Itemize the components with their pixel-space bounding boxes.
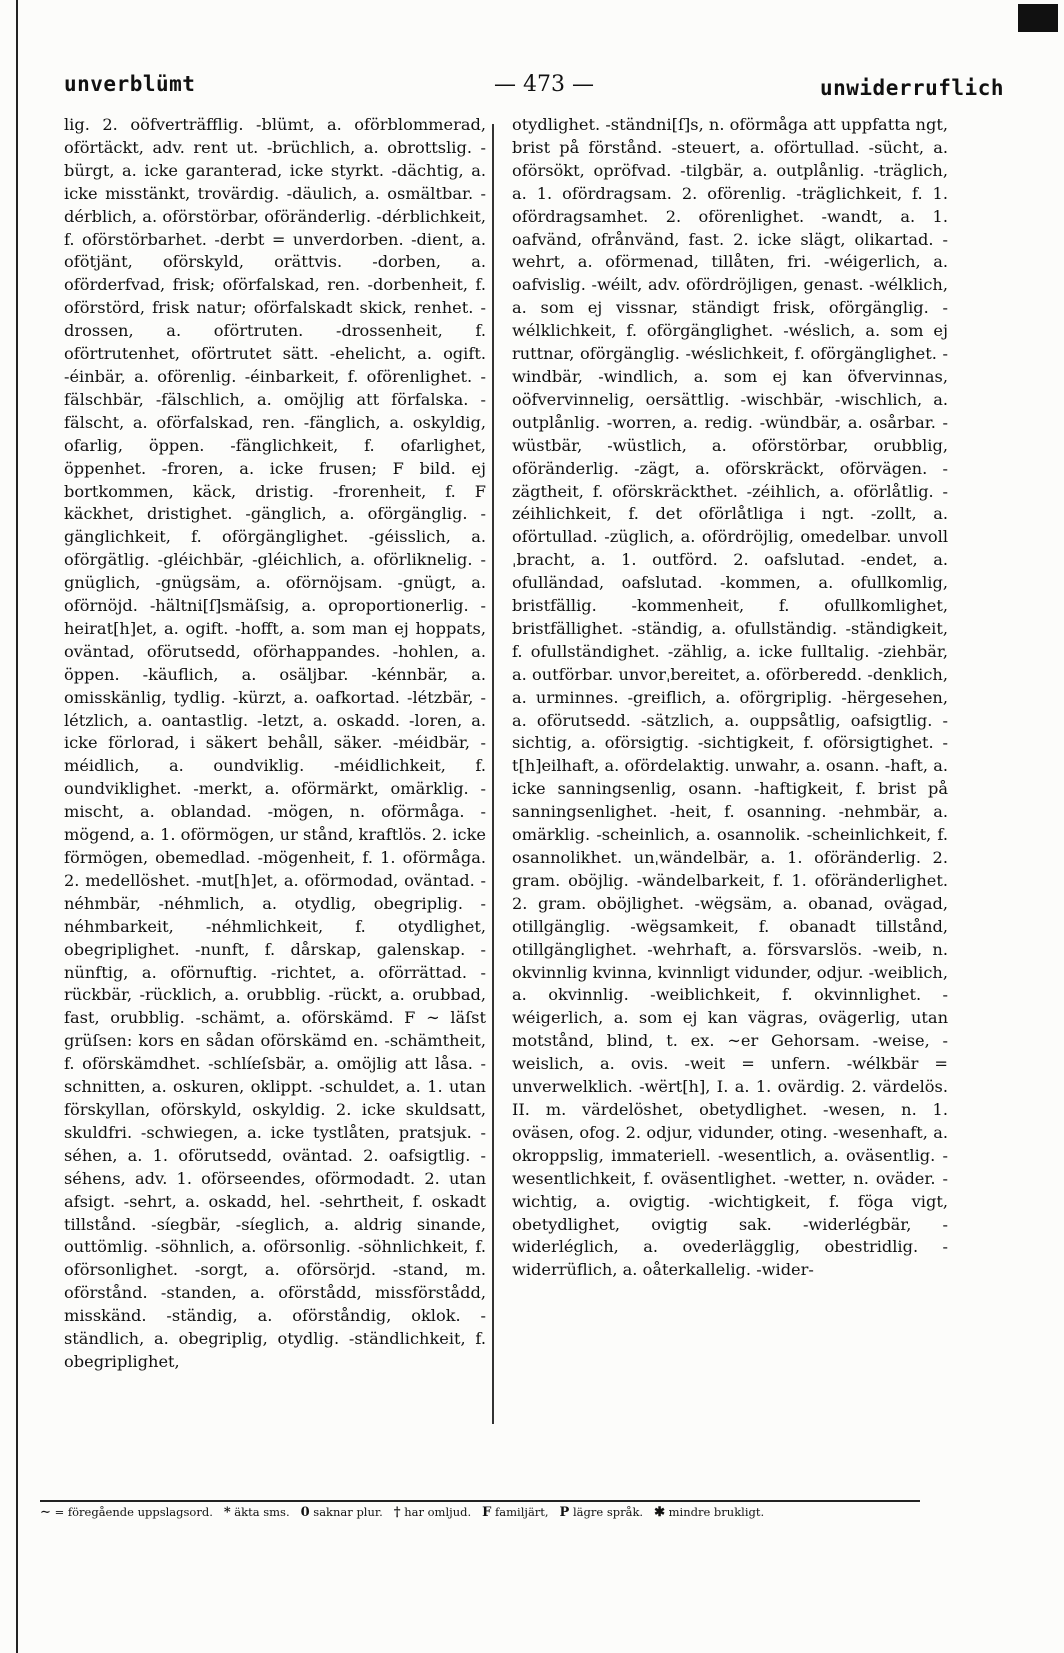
header-first-word: unverblümt	[64, 72, 196, 96]
left-column	[64, 114, 486, 1414]
zero-explanation: saknar plur.	[313, 1505, 383, 1519]
dagger-symbol: †	[393, 1505, 401, 1520]
right-column-text: otydlighet. -ständni[ſ]s, n. oförmåga att uppfatta ngt, brist på förstånd. -steuert, a. oförtullad. -sücht, a. oförsökt, opröfvad. -tilgbär, a. outplånlig. -träglich, a. 1. ofördragsam. 2. oförenlig. -träglichkeit, f. 1. ofördragsamhet. 2. oförenlighet. -wandt, a. 1. oafvänd, ofrånvänd, fast. 2. icke slägt, olikartad. -wehrt, a. oförmenad, tillåten, fri. -wéigerlich, a. oafvislig. -wéilt, adv. ofördröjligen, genast. -wélklich, a. som ej vissnar, ständigt frisk, oförgänglig. -wélklichkeit, f. oförgänglighet. -wéslich, a. som ej ruttnar, oförgänglig. -wéslichkeit, f. oförgänglighet. -windbär, -windlich, a. som ej kan öfvervinnas, oöfvervinnelig, oersättlig. -wischbär, -wischlich, a. outplånlig. -worren, a. redig. -wündbär, a. osårbar. -wüstbär, -wüstlich, a. oförstörbar, orubblig, oföränderlig. -zägt, a. oförskräckt, oförvägen. -zägtheit, f. oförskräckthet. -zéihlich, a. oförlåtlig. -zéihlichkeit, f. det oförlåtliga i ngt. -zollt, a. oförtullad. -züglich, a. ofördröjlig, omedelbar. unvollˌbracht, a. 1. outförd. 2. oafslutad. -endet, a. ofulländad, oafslutad. -kommen, a. ofullkomlig, bristfällig. -kommenheit, f. ofullkomlighet, bristfällighet. -ständig, a. ofullständig. -ständigkeit, f. ofullständighet. -zählig, a. icke fulltalig. -ziehbär, a. outförbar. unvorˌbereitet, a. oförberedd. -denklich, a. urminnes. -greiflich, a. oförgriplig. -hërgesehen, a. oförutsedd. -sätzlich, a. ouppsåtlig, oafsigtlig. -sichtig, a. oförsigtig. -sichtigkeit, f. oförsigtighet. -t[h]eilhaft, a. ofördelaktig. unwahr, a. osann. -haft, a. icke sanningsenlig, osann. -haftigkeit, f. brist på sanningsenlighet. -heit, f. osanning. -nehmbär, a. omärklig. -scheinlich, a. osannolik. -scheinlichkeit, f. osannolikhet. unˌwändelbär, a. 1. oföränderlig. 2. gram. oböjlig. -wändelbarkeit, f. 1. oföränderlighet. 2. gram. oböjlighet. -wëgsäm, a. obanad, ovägad, otillgänglig. -wëgsamkeit, f. obanadt tillstånd, otillgänglighet. -wehrhaft, a. försvarslös. -weib, n. okvinnlig kvinna, kvinnligt vidunder, odjur. -weiblich, a. okvinnlig. -weiblichkeit, f. okvinnlighet. -wéigerlich, a. som ej kan vägras, ovägerlig, utan motstånd, blind, t. ex. ∼er Gehorsam. -weise, -weislich, a. ovis. -weit = unfern. -wélkbär = unverwelklich. -wërt[h], I. a. 1. ovärdig. 2. värdelös. II. m. värdelöshet, obetydlighet. -wesen, n. 1. oväsen, ofog. 2. odjur, vidunder, oting. -wesenhaft, a. okroppslig, immateriell. -wesentlich, a. oväsentlig. -wesentlichkeit, f. oväsentlighet. -wetter, n. oväder. -wichtig, a. ovigtig. -wichtigkeit, f. föga vigt, obetydlighet, ovigtig sak. -widerlégbär, -widerléglich, a. ovederlägglig, obestridlig. -widerrüflich, a. oåterkallelig. -wider-	[512, 115, 948, 1280]
column-divider	[492, 124, 494, 1424]
right-column	[512, 114, 948, 1414]
star-explanation: äkta sms.	[234, 1505, 290, 1519]
left-column-text: lig. 2. oöfverträfflig. -blümt, a. oförblommerad, oförtäckt, adv. rent ut. -brüchlich, a. obrottslig. -bürgt, a. icke garanterad, icke styrkt. -dächtig, a. icke misstänkt, trovärdig. -däulich, a. osmältbar. -dérblich, a. oförstörbar, oföränderlig. -dérblichkeit, f. oförstörbarhet. -derbt = unverdorben. -dient, a. ofötjänt, oförskyld, orättvis. -dorben, a. oförderfvad, frisk; oförfalskad, ren. -dorbenheit, f. oförstörd, frisk natur; oförfalskadt skick, renhet. -drossen, a. oförtruten. -drossenheit, f. oförtrutenhet, oförtrutet sätt. -ehelicht, a. ogift. -éinbär, a. oförenlig. -éinbarkeit, f. oförenlighet. -fälschbär, -fälschlich, a. omöjlig att förfalska. -fälscht, a. oförfalskad, ren. -fänglich, a. oskyldig, ofarlig, öppen. -fänglichkeit, f. ofarlighet, öppenhet. -froren, a. icke frusen; F bild. ej bortkommen, käck, dristig. -frorenheit, f. F käckhet, dristighet. -gänglich, a. oförgänglig. -gänglichkeit, f. oförgänglighet. -géisslich, a. oförgätlig. -gléichbär, -gléichlich, a. oförliknelig. -gnüglich, -gnügsäm, a. oförnöjsam. -gnügt, a. oförnöjd. -hältni[ſ]smäſsig, a. oproportionerlig. -heirat[h]et, a. ogift. -hofft, a. som man ej hoppats, oväntad, oförutsedd, oförhappandes. -hohlen, a. öppen. -käuflich, a. osäljbar. -kénnbär, a. omisskänlig, tydlig. -kürzt, a. oafkortad. -létzbär, -létzlich, a. oantastlig. -letzt, a. oskadd. -loren, a. icke förlorad, i säkert behåll, säker. -méidbär, -méidlich, a. oundviklig. -méidlichkeit, f. oundviklighet. -merkt, a. oförmärkt, omärklig. -mischt, a. oblandad. -mögen, n. oförmåga. -mögend, a. 1. oförmögen, ur stånd, kraftlös. 2. icke förmögen, obemedlad. -mögenheit, f. 1. oförmåga. 2. medellöshet. -mut[h]et, a. oförmodad, oväntad. -néhmbär, -néhmlich, a. otydlig, obegriplig. -néhmbarkeit, -néhmlichkeit, f. otydlighet, obegriplighet. -nunft, f. dårskap, galenskap. -nünftig, a. oförnuftig. -richtet, a. oförrättad. -rückbär, -rücklich, a. orubblig. -rückt, a. orubbad, fast, orubblig. -schämt, a. oförskämd. F ∼ läſst grüſsen: kors en sådan oförskämd en. -schämtheit, f. oförskämdhet. -schlíeſsbär, a. omöjlig att låsa. -schnitten, a. oskuren, oklippt. -schuldet, a. 1. utan förskyllan, oförskyld, oskyldig. 2. icke skuldsatt, skuldfri. -schwiegen, a. icke tystlåten, pratsjuk. -séhen, a. 1. oförutsedd, oväntad. 2. oafsigtlig. -séhens, adv. 1. oförseendes, oförmodadt. 2. utan afsigt. -sehrt, a. oskadd, hel. -sehrtheit, f. oskadt tillstånd. -síegbär, -síeglich, a. aldrig sinande, outtömlig. -söhnlich, a. oförsonlig. -söhnlichkeit, f. oförsonlighet. -sorgt, a. oförsörjd. -stand, m. oförstånd. -standen, a. oförstådd, missförstådd, misskänd. -ständig, a. oförståndig, oklok. -ständlich, a. obegriplig, otydlig. -ständlichkeit, f. obegriplighet,	[64, 115, 486, 1371]
asterisk-explanation: mindre brukligt.	[668, 1505, 765, 1519]
p-explanation: lägre språk.	[572, 1505, 644, 1519]
tilde-symbol: ∼	[40, 1505, 51, 1520]
dagger-explanation: har omljud.	[404, 1505, 472, 1519]
footer-rule	[40, 1500, 920, 1502]
corner-mark	[1018, 4, 1058, 32]
f-explanation: familjärt,	[495, 1505, 549, 1519]
star-symbol: *	[223, 1505, 231, 1520]
header-last-word: unwiderruflich	[819, 76, 1004, 100]
p-symbol: P	[559, 1505, 570, 1520]
page-number: — 473 —	[494, 72, 594, 97]
abbreviation-legend	[40, 1505, 940, 1520]
asterisk-symbol: ✱	[654, 1505, 665, 1520]
f-symbol: F	[482, 1505, 492, 1520]
binding-edge-line	[16, 0, 18, 1653]
zero-symbol: 0	[300, 1505, 310, 1520]
tilde-explanation: = föregående uppslagsord.	[54, 1505, 213, 1519]
page-header	[64, 64, 1004, 104]
